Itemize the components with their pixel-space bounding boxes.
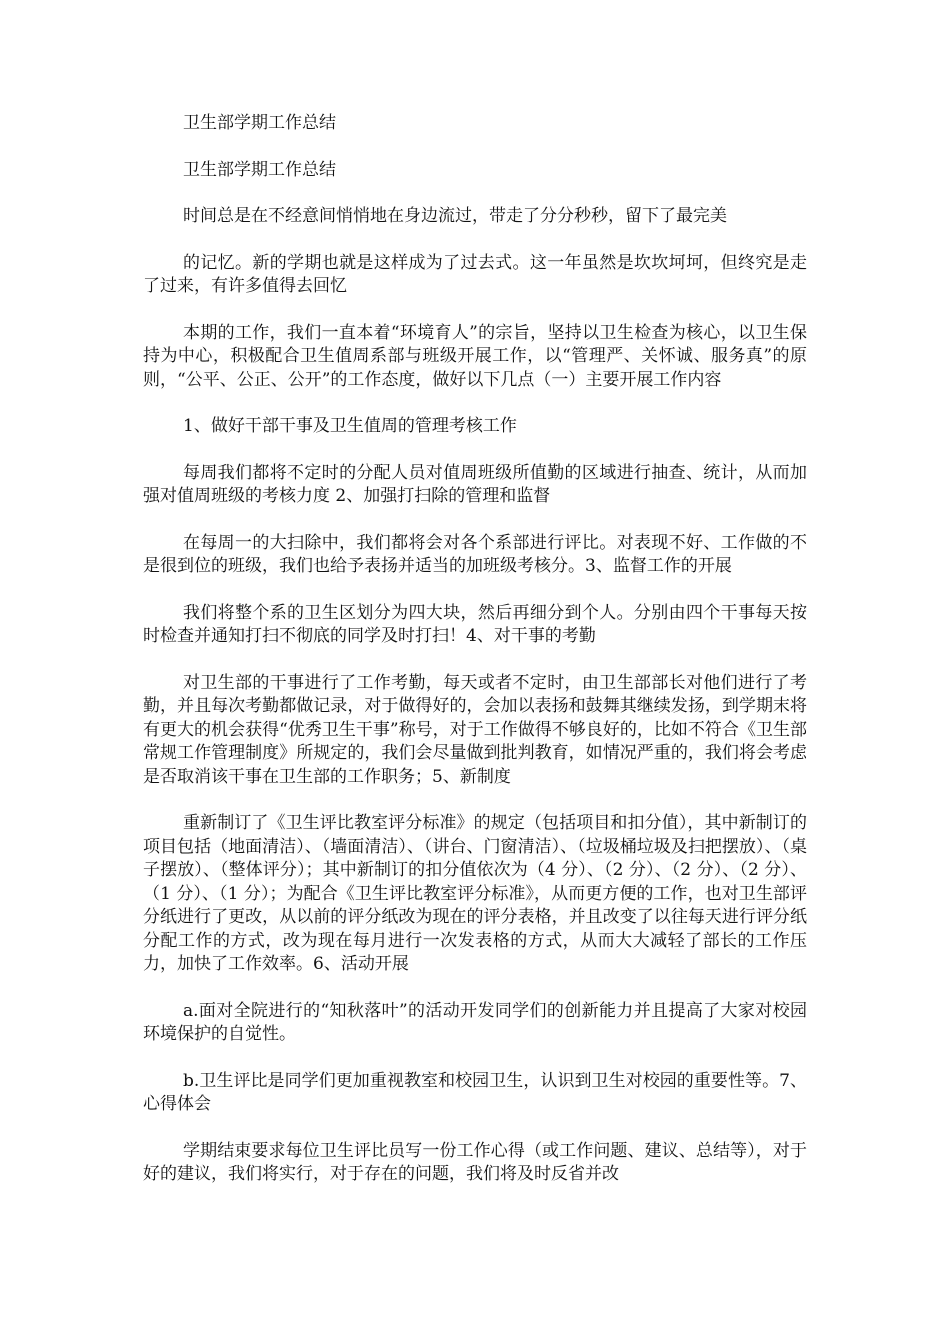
paragraph-cleaning: 在每周一的大扫除中，我们都将会对各个系部进行评比。对表现不好、工作做的不是很到位的班级，我们也给予表扬并适当的加班级考核分。3、监督工作的开展 — [143, 532, 807, 576]
document-title: 卫生部学期工作总结 — [183, 113, 336, 133]
paragraph-new-rules: 重新制订了《卫生评比教室评分标准》的规定（包括项目和扣分值），其中新制订的项目包括（地面清洁）、（墙面清洁）、（讲台、门窗清洁）、（垃圾桶垃圾及扫把摆放）、（桌子摆放）、（整体评分）；其中新制订的扣分值依次为（4 分）、（2 分）、（2 分）、（2 分）、（1 分）、（1 分）；为配合《卫生评比教室评分标准》，从而更方便的工作，也对卫生部评分纸进行了更改，从以前的评分纸改为现在的评分表格，并且改变了以往每天进行评分纸分配工作的方式，改为现在每月进行一次发表格的方式，从而大大减轻了部长的工作压力，加快了工作效率。6、活动开展 — [143, 813, 807, 974]
paragraph-reflection: 学期结束要求每位卫生评比员写一份工作心得（或工作问题、建议、总结等），对于好的建议，我们将实行，对于存在的问题，我们将及时反省并改 — [143, 1140, 807, 1184]
document-body — [143, 112, 807, 1210]
paragraph-areas: 我们将整个系的卫生区划分为四大块，然后再细分到个人。分别由四个干事每天按时检查并通知打扫不彻底的同学及时打扫！4、对干事的考勤 — [143, 602, 807, 646]
paragraph-activity-b: b.卫生评比是同学们更加重视教室和校园卫生，认识到卫生对校园的重要性等。7、心得体会 — [143, 1070, 807, 1114]
paragraph-inspection: 每周我们都将不定时的分配人员对值周班级所值勤的区域进行抽查、统计，从而加强对值周班级的考核力度 2、加强打扫除的管理和监督 — [143, 462, 807, 506]
paragraph-attendance: 对卫生部的干事进行了工作考勤，每天或者不定时，由卫生部部长对他们进行了考勤，并且每次考勤都做记录，对于做得好的，会加以表扬和鼓舞其继续发扬，到学期末将有更大的机会获得“优秀卫生干事”称号，对于工作做得不够良好的，比如不符合《卫生部常规工作管理制度》所规定的，我们会尽量做到批判教育，如情况严重的，我们将会考虑是否取消该干事在卫生部的工作职务；5、新制度 — [143, 672, 807, 787]
paragraph-intro-1: 时间总是在不经意间悄悄地在身边流过，带走了分分秒秒，留下了最完美 — [183, 206, 727, 226]
paragraph-intro-2: 的记忆。新的学期也就是这样成为了过去式。这一年虽然是坎坎坷坷，但终究是走了过来，有许多值得去回忆 — [143, 252, 807, 296]
paragraph-activity-a: a.面对全院进行的“知秋落叶”的活动开发同学们的创新能力并且提高了大家对校园环境保护的自觉性。 — [143, 1000, 807, 1044]
section-heading-1: 1、做好干部干事及卫生值周的管理考核工作 — [183, 416, 517, 436]
paragraph-purpose: 本期的工作，我们一直本着“环境育人”的宗旨，坚持以卫生检查为核心，以卫生保持为中心，积极配合卫生值周系部与班级开展工作，以“管理严、关怀诚、服务真”的原则，“公平、公正、公开”的工作态度，做好以下几点（一）主要开展工作内容 — [143, 322, 807, 390]
document-subtitle: 卫生部学期工作总结 — [183, 159, 336, 180]
